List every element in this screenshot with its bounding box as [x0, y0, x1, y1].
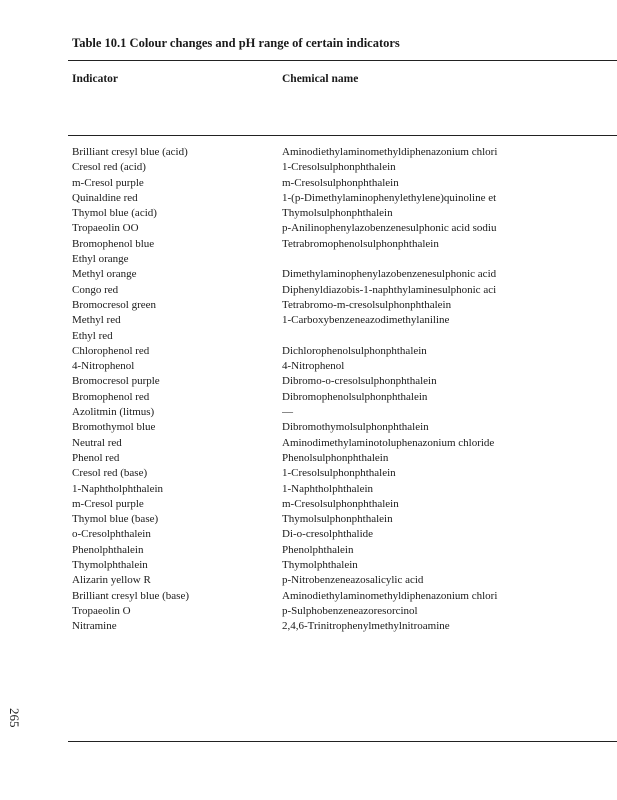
indicator-name: Azolitmin (litmus)	[72, 406, 155, 419]
indicator-name: Nitramine	[72, 620, 117, 633]
chemical-name: 2,4,6-Trinitrophenylmethylnitroamine	[282, 620, 450, 633]
chemical-name: m-Cresolsulphonphthalein	[282, 497, 399, 510]
indicator-name: Tropaeolin OO	[72, 222, 139, 235]
table-row	[0, 527, 617, 542]
indicator-name: Cresol red (acid)	[72, 161, 146, 174]
chemical-name: Thymolphthalein	[282, 559, 358, 572]
indicator-name: Tropaeolin O	[72, 604, 131, 617]
chemical-name: Di-o-cresolphthalide	[282, 528, 374, 541]
chemical-name: p-Anilinophenylazobenzenesulphonic acid sodiu	[282, 222, 497, 235]
indicator-name: Bromophenol blue	[72, 237, 155, 250]
table-row	[0, 206, 617, 221]
table-bottom-rule	[68, 741, 617, 742]
indicator-name: Ethyl red	[72, 329, 113, 342]
indicator-name: m-Cresol purple	[72, 176, 144, 189]
indicator-name: Ethyl orange	[72, 253, 129, 266]
table-row	[0, 374, 617, 389]
indicator-name: Phenol red	[72, 451, 120, 464]
table-row	[0, 451, 617, 466]
indicator-name: Brilliant cresyl blue (base)	[72, 589, 189, 602]
table-row	[0, 482, 617, 497]
indicator-name: Neutral red	[72, 436, 122, 449]
indicator-name: Thymol blue (base)	[72, 513, 159, 526]
chemical-name: Tetrabromo-m-cresolsulphonphthalein	[282, 298, 452, 311]
table-title: Table 10.1 Colour changes and pH range of certain indicators	[72, 36, 400, 50]
chemical-name: p-Sulphobenzeneazoresorcinol	[282, 604, 418, 617]
table-row	[0, 221, 617, 236]
indicator-name: Cresol red (base)	[72, 467, 148, 480]
chemical-name: 1-Naphtholphthalein	[282, 482, 374, 495]
table-row	[0, 604, 617, 619]
table-row	[0, 619, 617, 634]
page-number: 265	[7, 708, 22, 728]
table-body	[0, 145, 617, 635]
table-row	[0, 558, 617, 573]
indicator-name: Congo red	[72, 283, 119, 296]
chemical-name: p-Nitrobenzeneazosalicylic acid	[282, 574, 424, 587]
indicator-name: Bromocresol green	[72, 298, 156, 311]
chemical-name: Dibromothymolsulphonphthalein	[282, 421, 429, 434]
table-row	[0, 405, 617, 420]
chemical-name: Phenolphthalein	[282, 543, 354, 556]
indicator-name: 1-Naphtholphthalein	[72, 482, 164, 495]
table-row	[0, 390, 617, 405]
table-row	[0, 283, 617, 298]
table-row	[0, 436, 617, 451]
table-row	[0, 252, 617, 267]
header-rule	[68, 135, 617, 136]
chemical-name: Dibromo-o-cresolsulphonphthalein	[282, 375, 437, 388]
table-row	[0, 573, 617, 588]
table-row	[0, 543, 617, 558]
chemical-name: —	[282, 406, 293, 419]
indicator-name: Bromophenol red	[72, 390, 150, 403]
chemical-name: Thymolsulphonphthalein	[282, 207, 393, 220]
chemical-name: 4-Nitrophenol	[282, 360, 345, 373]
table-row	[0, 589, 617, 604]
chemical-name: 1-Carboxybenzeneazodimethylaniline	[282, 314, 450, 327]
indicator-name: Thymol blue (acid)	[72, 207, 157, 220]
indicator-name: Bromocresol purple	[72, 375, 160, 388]
chemical-name: Aminodiethylaminomethyldiphenazonium chlori	[282, 146, 498, 158]
indicator-name: m-Cresol purple	[72, 497, 144, 510]
table-row	[0, 160, 617, 175]
table-row	[0, 512, 617, 527]
table-row	[0, 176, 617, 191]
table-row	[0, 267, 617, 282]
indicator-name: Methyl red	[72, 314, 121, 327]
chemical-name: Diphenyldiazobis-1-naphthylaminesulphonic aci	[282, 283, 497, 296]
table-row	[0, 191, 617, 206]
chemical-name: 1-Cresolsulphonphthalein	[282, 161, 396, 174]
table-row	[0, 145, 617, 160]
chemical-name: Aminodiethylaminomethyldiphenazonium chlori	[282, 589, 498, 602]
column-header-indicator: Indicator	[72, 73, 118, 85]
chemical-name: Phenolsulphonphthalein	[282, 451, 389, 464]
table-row	[0, 313, 617, 328]
table-row	[0, 237, 617, 252]
chemical-name: m-Cresolsulphonphthalein	[282, 176, 399, 189]
indicator-name: Bromothymol blue	[72, 421, 156, 434]
chemical-name: Dichlorophenolsulphonphthalein	[282, 344, 427, 357]
indicator-name: o-Cresolphthalein	[72, 528, 151, 541]
table-row	[0, 420, 617, 435]
indicator-name: 4-Nitrophenol	[72, 360, 135, 373]
table-row	[0, 466, 617, 481]
table-top-rule	[68, 60, 617, 61]
indicator-name: Methyl orange	[72, 268, 137, 281]
table-row	[0, 329, 617, 344]
chemical-name: Tetrabromophenolsulphonphthalein	[282, 237, 439, 250]
indicator-name: Chlorophenol red	[72, 344, 150, 357]
indicator-name: Brilliant cresyl blue (acid)	[72, 146, 188, 158]
table-row	[0, 359, 617, 374]
chemical-name: Dimethylaminophenylazobenzenesulphonic acid	[282, 268, 497, 281]
column-header-chemical-name: Chemical name	[282, 73, 359, 85]
indicator-name: Alizarin yellow R	[72, 574, 151, 587]
chemical-name: 1-(p-Dimethylaminophenylethylene)quinoline et	[282, 191, 497, 204]
table-row	[0, 344, 617, 359]
indicator-name: Phenolphthalein	[72, 543, 144, 556]
table-row	[0, 298, 617, 313]
chemical-name: 1-Cresolsulphonphthalein	[282, 467, 396, 480]
table-row	[0, 497, 617, 512]
chemical-name: Dibromophenolsulphonphthalein	[282, 390, 428, 403]
chemical-name: Aminodimethylaminotoluphenazonium chloride	[282, 436, 495, 449]
indicator-name: Thymolphthalein	[72, 559, 148, 572]
indicator-name: Quinaldine red	[72, 191, 138, 204]
chemical-name: Thymolsulphonphthalein	[282, 513, 393, 526]
